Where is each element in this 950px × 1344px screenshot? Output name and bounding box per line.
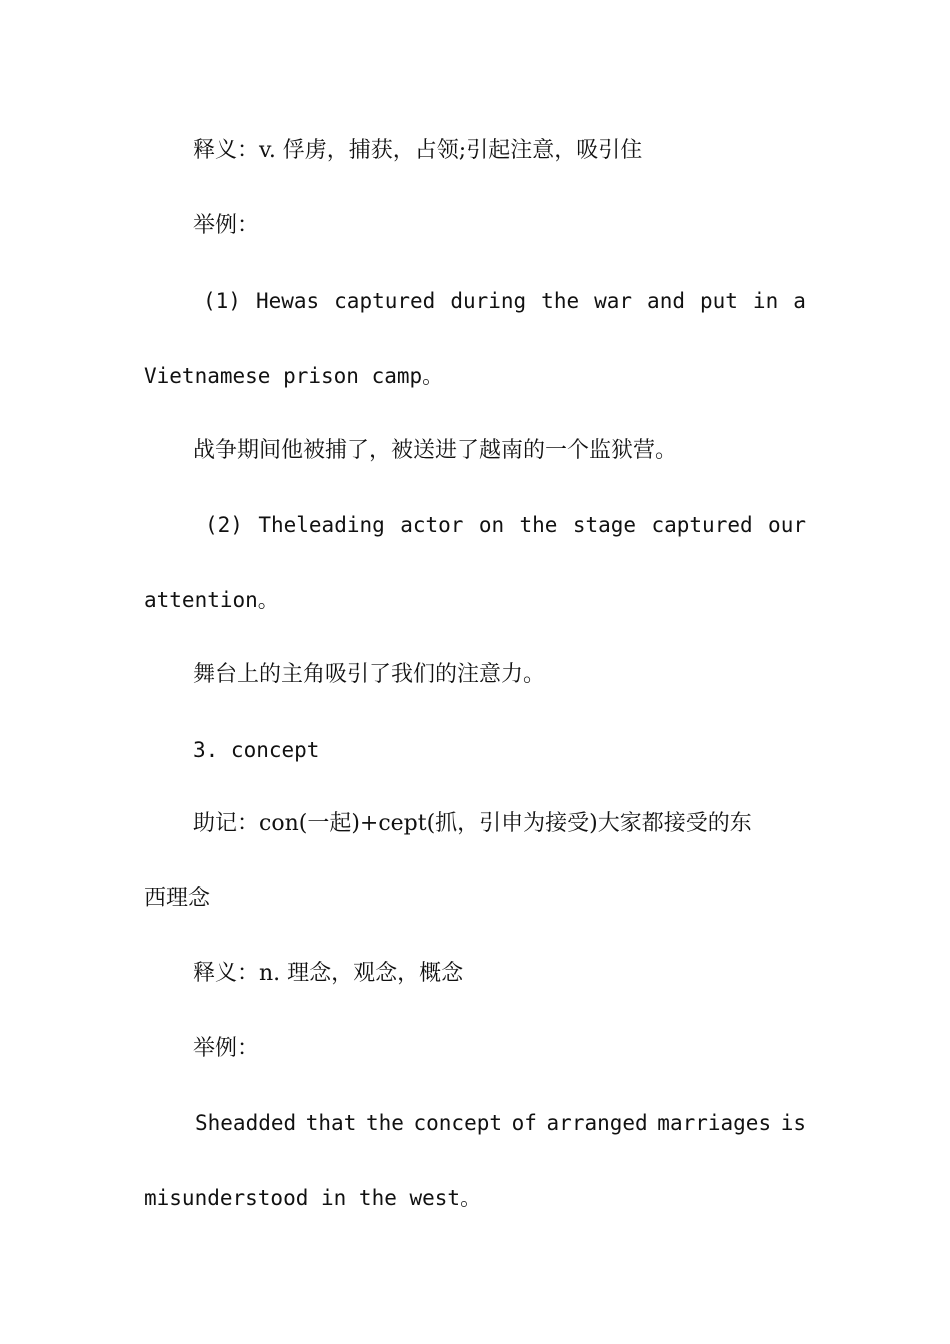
word: Sheadded — [195, 1111, 297, 1135]
word: war — [594, 289, 633, 313]
word: captured — [334, 289, 436, 313]
word: in — [752, 289, 779, 313]
vocab-heading-concept: 3. concept — [193, 738, 320, 762]
word: that — [305, 1111, 357, 1135]
example-sentence-2-line-2: attention。 — [144, 588, 279, 612]
example-heading-capture: 举例： — [193, 213, 260, 238]
word: during — [450, 289, 527, 313]
word: the — [365, 1111, 404, 1135]
mnemonic-line-1: 助记：con(一起)+cept(抓，引申为接受)大家都接受的东 — [193, 811, 752, 836]
word: captured — [651, 513, 753, 537]
example-sentence-3-line-2: misunderstood in the west。 — [144, 1186, 482, 1210]
word: the — [519, 513, 558, 537]
word: is — [780, 1111, 806, 1135]
word: Hewas — [255, 289, 320, 313]
example-heading-concept: 举例： — [193, 1036, 260, 1061]
mnemonic-line-2: 西理念 — [144, 886, 211, 911]
word: arranged — [546, 1111, 648, 1135]
word: (1) — [203, 289, 241, 313]
example-translation-1: 战争期间他被捕了，被送进了越南的一个监狱营。 — [193, 438, 678, 463]
definition-line-capture: 释义：v. 俘虏，捕获，占领;引起注意，吸引住 — [193, 138, 643, 163]
word: actor — [400, 513, 464, 537]
word: Theleading — [258, 513, 385, 537]
word: on — [478, 513, 505, 537]
word: our — [768, 513, 806, 537]
word: the — [541, 289, 580, 313]
example-sentence-1-line-2: Vietnamese prison camp。 — [144, 364, 444, 388]
example-sentence-3-line-1 — [195, 1108, 806, 1138]
definition-line-concept: 释义：n. 理念，观念，概念 — [193, 961, 464, 986]
word: (2) — [205, 513, 243, 537]
word: marriages — [657, 1111, 772, 1135]
example-sentence-2-line-1 — [205, 510, 806, 540]
word: concept — [413, 1111, 503, 1135]
example-translation-2: 舞台上的主角吸引了我们的注意力。 — [193, 662, 546, 687]
word: stage — [572, 513, 637, 537]
word: of — [511, 1111, 537, 1135]
word: and — [647, 289, 685, 313]
example-sentence-1-line-1 — [203, 286, 806, 316]
word: a — [793, 289, 806, 313]
word: put — [699, 289, 738, 313]
